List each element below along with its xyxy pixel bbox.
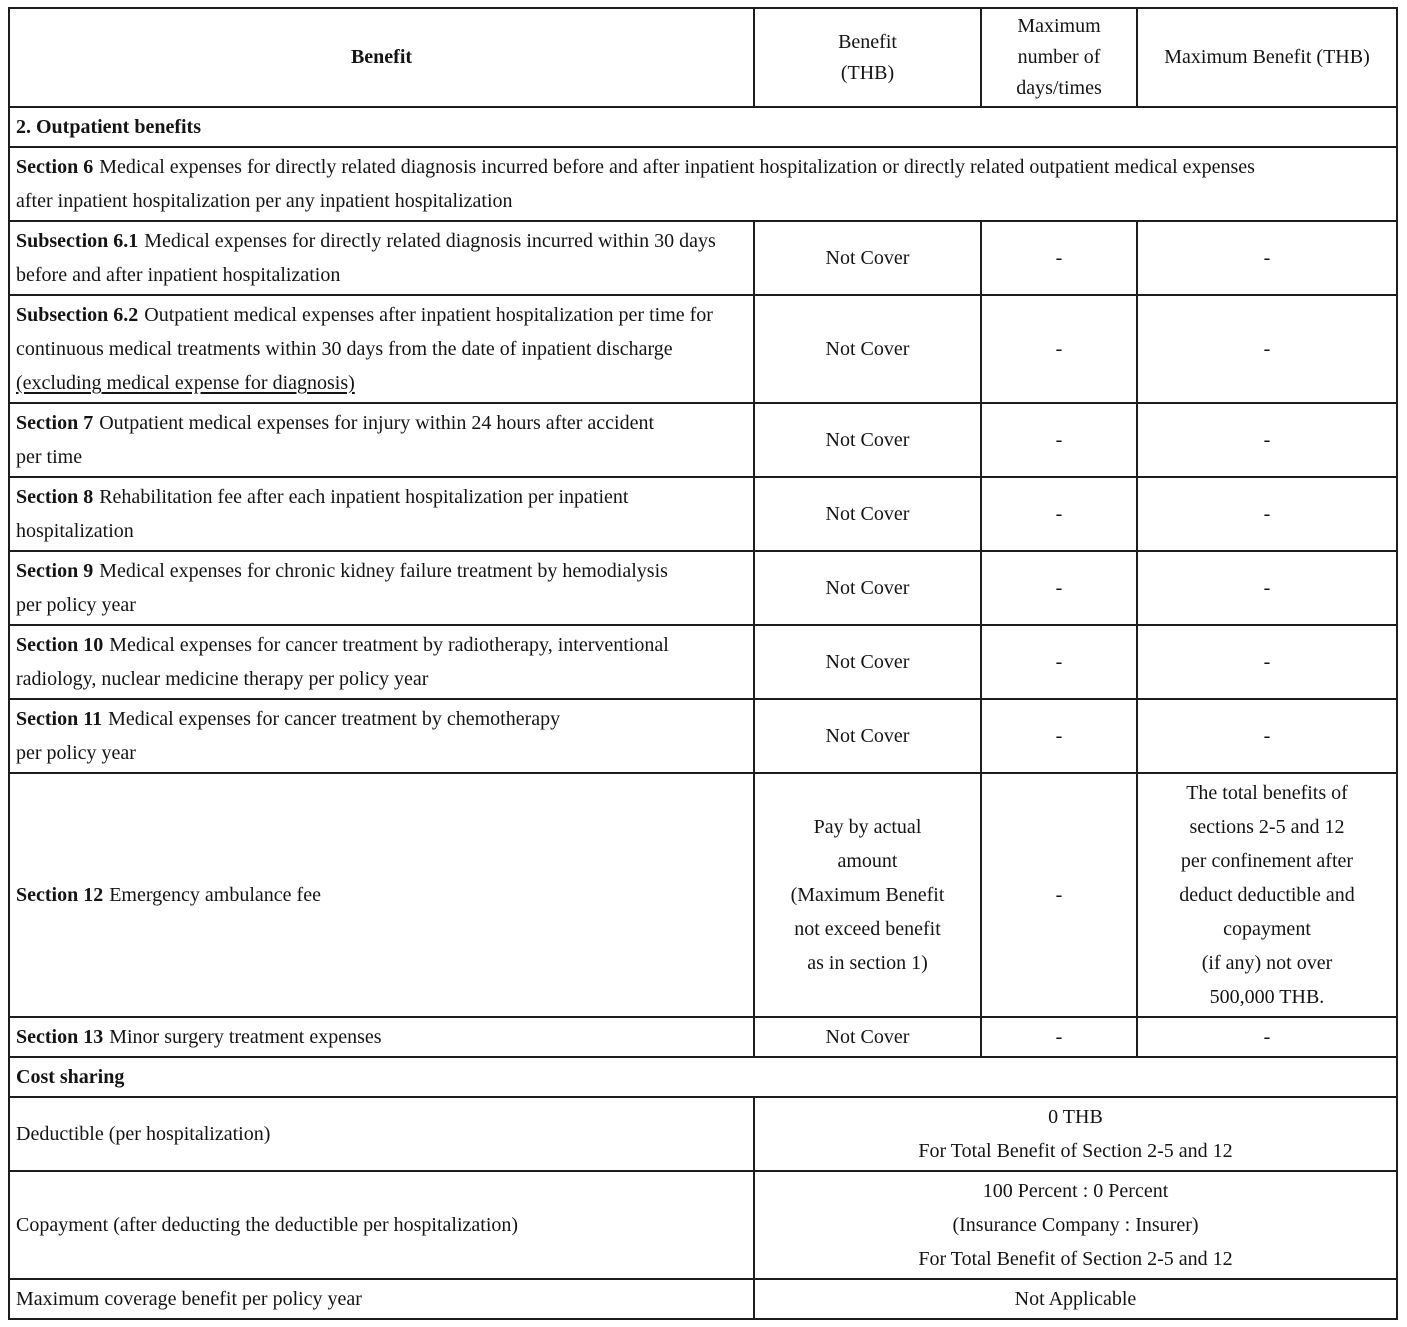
benefit-description: Section 12 Emergency ambulance fee — [9, 773, 754, 1017]
table-row-subsection-6-2 — [9, 295, 1397, 403]
max-days-cell: - — [981, 403, 1137, 477]
table-row-section-12 — [9, 773, 1397, 1017]
cost-value-cell: 0 THB For Total Benefit of Section 2-5 and 12 — [754, 1097, 1397, 1171]
section6-description: Section 6 Medical expenses for directly related diagnosis incurred before and after inpatient hospitalization or directly related outpatient medical expenses after inpatient hospitalization per any inpatient hospitalization — [9, 147, 1397, 221]
max-benefit-cell: - — [1137, 625, 1397, 699]
max-days-cell: - — [981, 1017, 1137, 1057]
benefit-table — [8, 7, 1398, 1320]
cost-label: Deductible (per hospitalization) — [9, 1097, 754, 1171]
benefit-thb-cell: Not Cover — [754, 625, 981, 699]
benefit-thb-cell: Not Cover — [754, 477, 981, 551]
table-row-copayment — [9, 1171, 1397, 1279]
table-row-max-coverage — [9, 1279, 1397, 1319]
table-row-section-9 — [9, 551, 1397, 625]
benefit-thb-cell: Not Cover — [754, 699, 981, 773]
benefit-description: Section 11 Medical expenses for cancer treatment by chemotherapy per policy year — [9, 699, 754, 773]
max-days-cell: - — [981, 773, 1137, 1017]
benefit-thb-cell: Pay by actual amount (Maximum Benefit not exceed benefit as in section 1) — [754, 773, 981, 1017]
max-benefit-cell: - — [1137, 551, 1397, 625]
table-row-subsection-6-1 — [9, 221, 1397, 295]
max-benefit-cell: - — [1137, 699, 1397, 773]
benefit-thb-cell: Not Cover — [754, 1017, 981, 1057]
table-row-section-8 — [9, 477, 1397, 551]
max-days-cell: - — [981, 295, 1137, 403]
max-benefit-cell: - — [1137, 477, 1397, 551]
group-row-outpatient — [9, 107, 1397, 147]
benefit-thb-cell: Not Cover — [754, 403, 981, 477]
cost-value-cell: 100 Percent : 0 Percent (Insurance Company : Insurer) For Total Benefit of Section 2-5 and 12 — [754, 1171, 1397, 1279]
max-days-cell: - — [981, 551, 1137, 625]
group-label-cost-sharing: Cost sharing — [9, 1057, 1397, 1097]
table-header-row — [9, 8, 1397, 107]
cost-value-cell: Not Applicable — [754, 1279, 1397, 1319]
benefit-description: Subsection 6.1 Medical expenses for directly related diagnosis incurred within 30 days before and after inpatient hospitalization — [9, 221, 754, 295]
max-benefit-cell: The total benefits of sections 2-5 and 12 per confinement after deduct deductible and copayment (if any) not over 500,000 THB. — [1137, 773, 1397, 1017]
benefit-description: Section 8 Rehabilitation fee after each inpatient hospitalization per inpatient hospitalization — [9, 477, 754, 551]
benefit-description: Section 13 Minor surgery treatment expenses — [9, 1017, 754, 1057]
benefit-thb-cell: Not Cover — [754, 551, 981, 625]
benefit-description: Section 7 Outpatient medical expenses for injury within 24 hours after accident per time — [9, 403, 754, 477]
table-row-section-11 — [9, 699, 1397, 773]
max-days-cell: - — [981, 699, 1137, 773]
max-benefit-cell: - — [1137, 221, 1397, 295]
benefit-description: Section 9 Medical expenses for chronic kidney failure treatment by hemodialysis per policy year — [9, 551, 754, 625]
group-row-cost-sharing — [9, 1057, 1397, 1097]
header-max-days: Maximum number of days/times — [981, 8, 1137, 107]
max-benefit-cell: - — [1137, 403, 1397, 477]
table-row-section-13 — [9, 1017, 1397, 1057]
max-days-cell: - — [981, 625, 1137, 699]
group-label-outpatient: 2. Outpatient benefits — [9, 107, 1397, 147]
benefit-thb-cell: Not Cover — [754, 295, 981, 403]
max-benefit-cell: - — [1137, 1017, 1397, 1057]
benefit-description: Section 10 Medical expenses for cancer treatment by radiotherapy, interventional radiology, nuclear medicine therapy per policy year — [9, 625, 754, 699]
header-benefit-thb: Benefit (THB) — [754, 8, 981, 107]
header-benefit: Benefit — [9, 8, 754, 107]
benefit-thb-cell: Not Cover — [754, 221, 981, 295]
section6-row — [9, 147, 1397, 221]
table-row-section-7 — [9, 403, 1397, 477]
table-row-deductible — [9, 1097, 1397, 1171]
header-max-benefit: Maximum Benefit (THB) — [1137, 8, 1397, 107]
table-row-section-10 — [9, 625, 1397, 699]
max-days-cell: - — [981, 477, 1137, 551]
max-days-cell: - — [981, 221, 1137, 295]
cost-label: Copayment (after deducting the deductible per hospitalization) — [9, 1171, 754, 1279]
cost-label: Maximum coverage benefit per policy year — [9, 1279, 754, 1319]
benefit-description: Subsection 6.2 Outpatient medical expenses after inpatient hospitalization per time for continuous medical treatments within 30 days from the date of inpatient discharge (excluding medical expense for diagnosis) — [9, 295, 754, 403]
max-benefit-cell: - — [1137, 295, 1397, 403]
